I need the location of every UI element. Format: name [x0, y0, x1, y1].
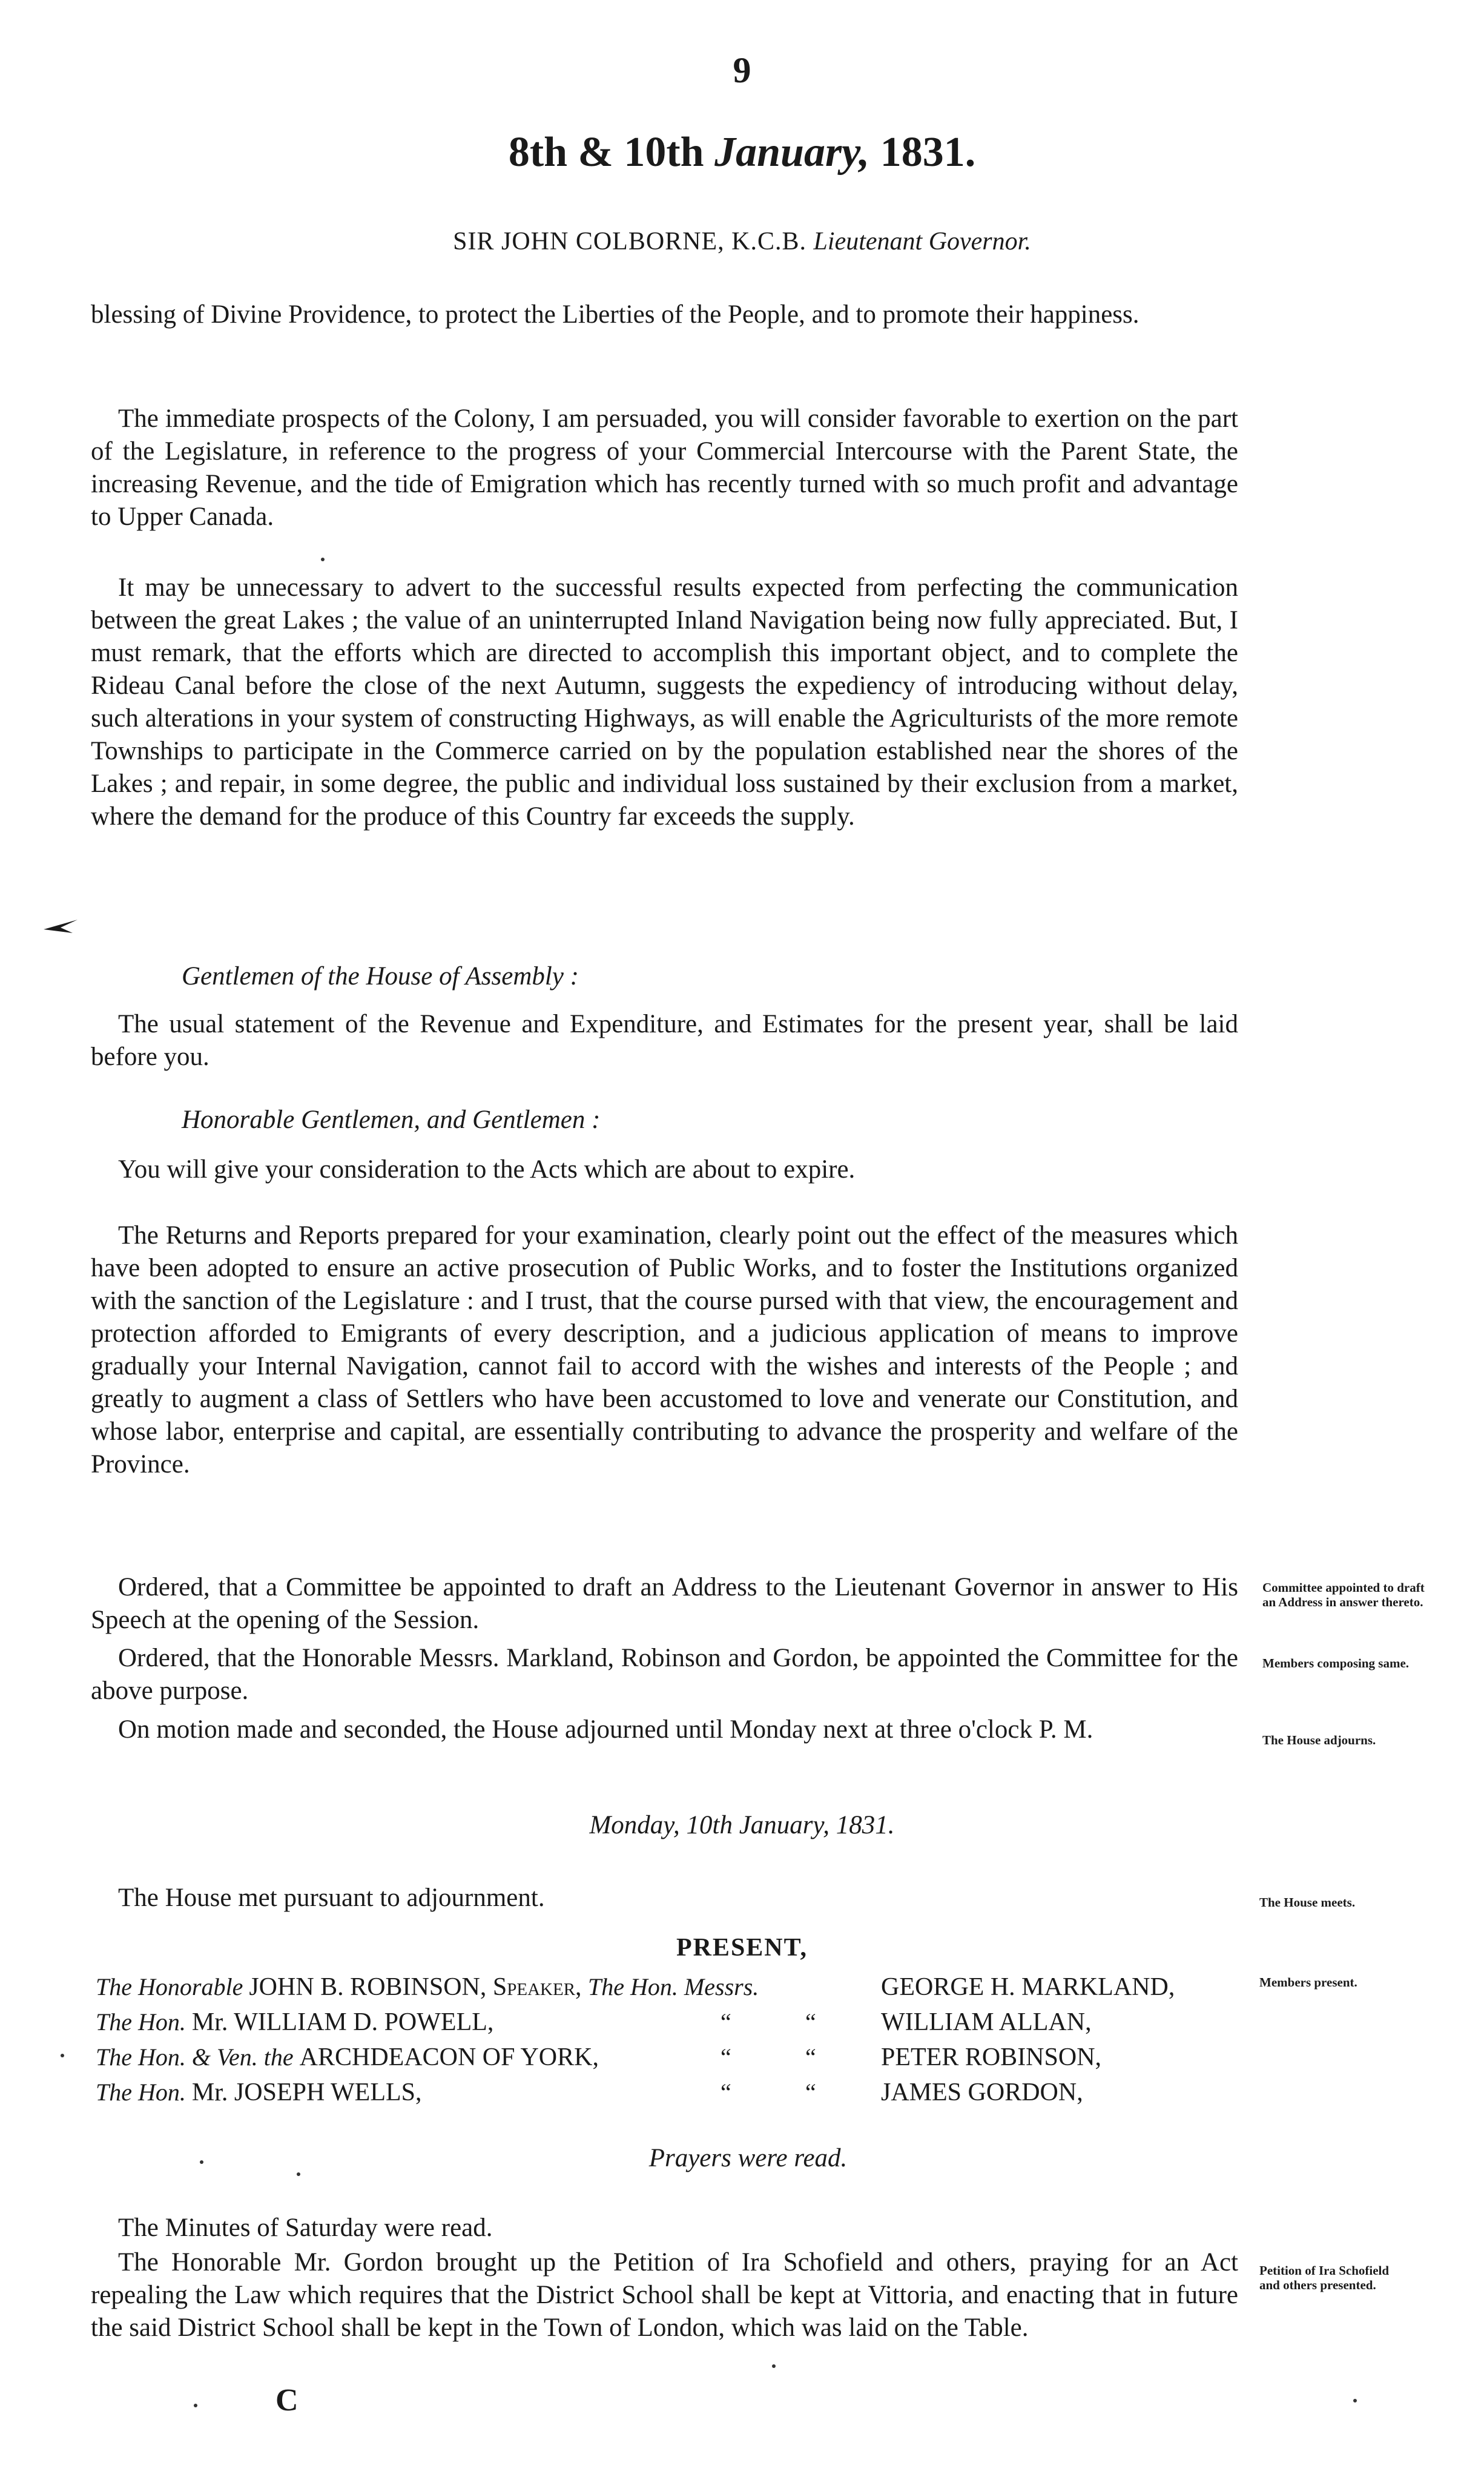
monday-heading: Monday, 10th January, 1831.	[589, 1811, 895, 1839]
member-row-2-left: The Hon. Mr. WILLIAM D. POWELL,	[96, 2008, 494, 2036]
margin-arrow-icon	[42, 917, 79, 935]
ink-speck	[772, 2364, 776, 2368]
paragraph-order-committee: Ordered, that a Committee be appointed to draft an Address to the Lieutenant Governor in answer to His Speech at the opening of the Session.	[91, 1573, 1238, 1634]
paragraph-acts: You will give your consideration to the Acts which are about to expire.	[118, 1155, 856, 1184]
paragraph-prospects: The immediate prospects of the Colony, I am persuaded, you will consider favorable to exertion on the part of the Legislature, in reference to the progress of your Commercial Intercourse with the Parent State, the increasing Revenue, and the tide of Emigration which has recently turned with so much profit and advantage to Upper Canada.	[91, 404, 1238, 531]
paragraph-revenue: The usual statement of the Revenue and Expenditure, and Estimates for the present year, shall be laid before you.	[91, 1010, 1238, 1071]
member-row-3-right: PETER ROBINSON,	[881, 2043, 1102, 2071]
governor-title: Lieutenant Governor.	[813, 228, 1031, 256]
prayers-read: Prayers were read.	[648, 2144, 848, 2172]
margin-note-members-composing: Members composing same.	[1262, 1656, 1410, 1670]
governor-name: SIR JOHN COLBORNE, K.C.B.	[453, 228, 814, 256]
paragraph-petition: The Honorable Mr. Gordon brought up the Petition of Ira Schofield and others, praying for an Act repealing the Law which requires that the District School shall be kept at Vittoria, and enacting that in future the said District School shall be kept in the Town of London, which was laid on the Table.	[91, 2248, 1238, 2342]
date-year: 1831.	[869, 129, 976, 176]
member-row-1-right: GEORGE H. MARKLAND,	[881, 1973, 1175, 2001]
member-row-4-right: JAMES GORDON,	[881, 2079, 1083, 2106]
paragraph-returns: The Returns and Reports prepared for your examination, clearly point out the effect of the measures which have been adopted to ensure an active prosecution of Public Works, and to foster the Institutions organized with the sanction of the Legislature : and I trust, that the course pursed with that view, the encouragement and protection afforded to Emigrants of every description, and a judicious application of means to improve gradually your Internal Navigation, cannot fail to accord with the wishes and interests of the People ; and greatly to augment a class of Settlers who have been accustomed to love and venerate our Constitution, and whose labor, enterprise and capital, are essentially contributing to advance the prosperity and welfare of the Province.	[91, 1221, 1238, 1479]
present-heading: PRESENT,	[676, 1934, 808, 1962]
ditto-mark: “	[721, 2043, 731, 2071]
heading-house-of-assembly: Gentlemen of the House of Assembly :	[182, 962, 579, 991]
member-row-3-left: The Hon. & Ven. the ARCHDEACON OF YORK,	[96, 2043, 599, 2071]
ditto-mark: “	[805, 2043, 816, 2071]
ditto-mark: “	[721, 2079, 731, 2106]
ditto-mark: “	[805, 2079, 816, 2106]
margin-note-members-present: Members present.	[1259, 1975, 1357, 1990]
governor-line	[0, 227, 1484, 256]
date-month: January,	[714, 129, 870, 176]
margin-note-adjourns: The House adjourns.	[1262, 1733, 1376, 1747]
member-row-2-right: WILLIAM ALLAN,	[881, 2008, 1092, 2036]
ink-speck	[297, 2172, 300, 2176]
member-row-4-left: The Hon. Mr. JOSEPH WELLS,	[96, 2079, 422, 2106]
ink-speck	[194, 2404, 197, 2407]
ink-speck	[61, 2054, 64, 2057]
ink-speck	[321, 558, 325, 561]
paragraph-order-members: Ordered, that the Honorable Messrs. Markland, Robinson and Gordon, be appointed the Committee for the above purpose.	[91, 1644, 1238, 1705]
margin-note-meets: The House meets.	[1259, 1895, 1356, 1910]
signature-mark: C	[275, 2383, 298, 2418]
paragraph-navigation: It may be unnecessary to advert to the successful results expected from perfecting the communication between the great Lakes ; the value of an uninterrupted Inland Navigation being now fully appreciated. But, I must remark, that the efforts which are directed to accomplish this important object, and to complete the Rideau Canal before the close of the next Autumn, suggests the expediency of introducing without delay, such alterations in your system of constructing Highways, as will enable the Agriculturists of the more remote Townships to participate in the Commerce carried on by the population established near the shores of the Lakes ; and repair, in some degree, the public and individual loss sustained by their exclusion from a market, where the demand for the produce of this Country far exceeds the supply.	[91, 573, 1238, 831]
paragraph-blessing: blessing of Divine Providence, to protect the Liberties of the People, and to promote their happiness.	[91, 300, 1139, 329]
heading-honorable-gentlemen: Honorable Gentlemen, and Gentlemen :	[182, 1106, 601, 1134]
margin-note-committee: Committee appointed to draft an Address in answer thereto.	[1262, 1580, 1425, 1609]
member-row-1-left: The Honorable JOHN B. ROBINSON, Speaker, The Hon. Messrs.	[96, 1973, 759, 2001]
paragraph-adjourn: On motion made and seconded, the House adjourned until Monday next at three o'clock P. M.	[118, 1715, 1093, 1744]
date-heading	[0, 128, 1484, 177]
ditto-mark: “	[805, 2008, 816, 2036]
ink-speck	[1353, 2399, 1357, 2402]
paragraph-minutes: The Minutes of Saturday were read.	[118, 2214, 493, 2242]
ditto-mark: “	[721, 2008, 731, 2036]
margin-note-petition: Petition of Ira Schofield and others presented.	[1259, 2263, 1390, 2292]
paragraph-house-met: The House met pursuant to adjournment.	[118, 1884, 545, 1912]
page-number: 9	[733, 50, 751, 90]
date-prefix: 8th & 10th	[508, 129, 715, 176]
ink-speck	[200, 2160, 203, 2164]
